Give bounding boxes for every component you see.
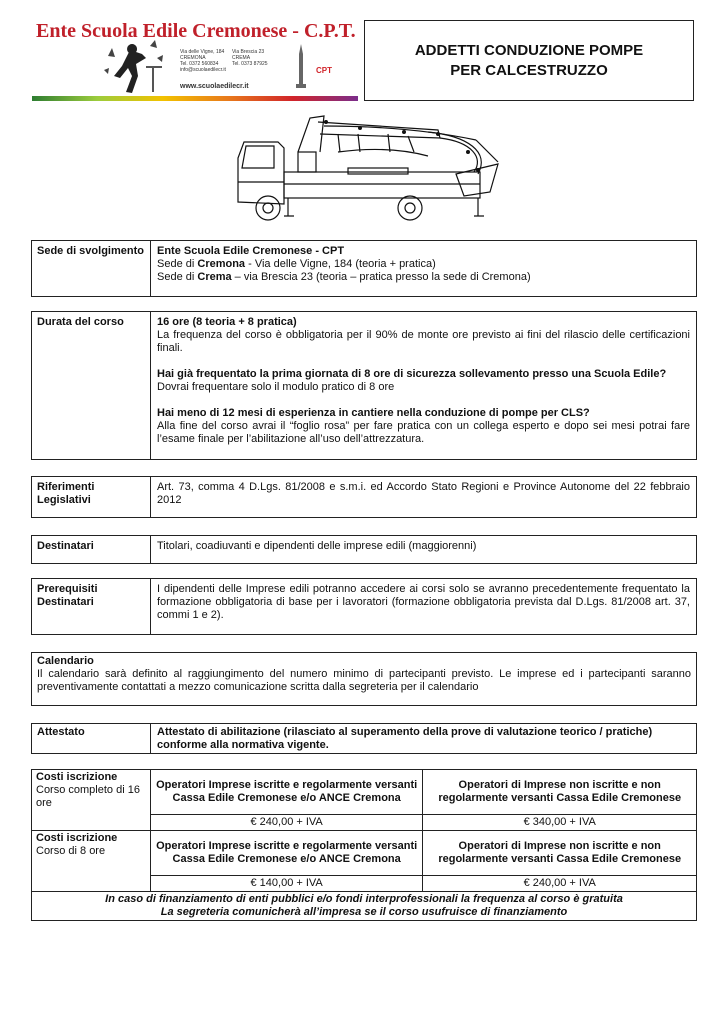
costs-col1-header: Operatori Imprese iscritte e regolarmente versanti Cassa Edile Cremonese e/o ANCE Cremona xyxy=(150,831,423,876)
riferimenti-label: Riferimenti Legislativi xyxy=(32,477,151,517)
school-logo xyxy=(32,18,358,102)
concrete-pump-truck-icon xyxy=(228,112,508,228)
costs-col1-price: € 240,00 + IVA xyxy=(150,815,423,831)
logo-address-crema: Via Brescia 23 CREMA Tel. 0373 87925 xyxy=(232,49,268,67)
prerequisiti-section xyxy=(31,578,697,635)
costs-note xyxy=(32,892,697,921)
costs-sublabel: Corso di 8 ore xyxy=(36,845,106,857)
cpt-badge-label: CPT xyxy=(316,66,332,75)
sede-detail-cremona: - Via delle Vigne, 184 (teoria + pratica) xyxy=(245,258,436,270)
costs-col2-price: € 340,00 + IVA xyxy=(423,815,697,831)
calendario-section xyxy=(31,652,697,706)
costs-note-2: La segreteria comunicherà all’impresa se il corso usufruisce di finanziamento xyxy=(160,906,568,918)
durata-question-2: Hai meno di 12 mesi di esperienza in cantiere nella conduzione di pompe per CLS? xyxy=(157,407,590,419)
costs-col1-price: € 140,00 + IVA xyxy=(150,876,423,892)
attestato-label: Attestato xyxy=(32,724,151,753)
riferimenti-section xyxy=(31,476,697,518)
riferimenti-text: Art. 73, comma 4 D.Lgs. 81/2008 e s.m.i. ed Accordo Stato Regioni e Province Autonome del 22 febbraio 2012 xyxy=(157,481,690,506)
sede-prefix: Sede di xyxy=(157,258,198,270)
durata-hours: 16 ore (8 teoria + 8 pratica) xyxy=(157,316,297,328)
destinatari-label: Destinatari xyxy=(32,536,151,563)
durata-question-1: Hai già frequentato la prima giornata di 8 ore di sicurezza sollevamento presso una Scuola Edile? xyxy=(157,368,667,380)
destinatari-section xyxy=(31,535,697,564)
calendario-label: Calendario xyxy=(37,655,94,667)
course-title-box xyxy=(364,20,694,101)
durata-answer-1: Dovrai frequentare solo il modulo pratico di 8 ore xyxy=(157,381,395,393)
costs-row-8h-header xyxy=(32,831,697,876)
costs-col2-header: Operatori di Imprese non iscritte e non regolarmente versanti Cassa Edile Cremonese xyxy=(423,770,697,815)
costs-table xyxy=(31,769,697,921)
prerequisiti-label: Prerequisiti Destinatari xyxy=(32,579,151,634)
durata-answer-2: Alla fine del corso avrai il “foglio rosa” per fare pratica con un collega esperto e dopo sei mesi potrai fare l’esame finale per l’abilitazione all’uso dell’attrezzatura. xyxy=(157,420,690,445)
sede-detail-crema: – via Brescia 23 (teoria – pratica presso la sede di Cremona) xyxy=(231,271,531,283)
sede-city-crema: Crema xyxy=(197,271,232,283)
attestato-text: Attestato di abilitazione (rilasciato al superamento della prove di valutazione teorico / pratiche) conforme alla normativa vigente. xyxy=(157,726,653,751)
costs-col2-header: Operatori di Imprese non iscritte e non regolarmente versanti Cassa Edile Cremonese xyxy=(423,831,697,876)
sede-name: Ente Scuola Edile Cremonese - CPT xyxy=(157,245,345,257)
durata-frequency: La frequenza del corso è obbligatoria per il 90% de monte ore previsto ai fini del rilascio delle certificazioni finali. xyxy=(157,329,690,354)
sede-section xyxy=(31,240,697,297)
costs-col2-price: € 240,00 + IVA xyxy=(423,876,697,892)
durata-label: Durata del corso xyxy=(32,312,151,459)
sede-label: Sede di svolgimento xyxy=(32,241,151,296)
worker-silhouette-icon xyxy=(102,36,172,96)
durata-value xyxy=(151,312,696,459)
logo-title: Ente Scuola Edile Cremonese - C.P.T. xyxy=(36,20,356,42)
costs-label-cell xyxy=(32,770,151,831)
calendario-text: Il calendario sarà definito al raggiungimento del numero minimo di partecipanti previsto. Le imprese ed i partecipanti saranno preventivamente contattati a mezzo comunicazione scritta dalla segreteria per il calendario xyxy=(37,668,691,693)
attestato-section xyxy=(31,723,697,754)
costs-col1-header: Operatori Imprese iscritte e regolarmente versanti Cassa Edile Cremonese e/o ANCE Cremona xyxy=(150,770,423,815)
costs-label: Costi iscrizione xyxy=(36,832,118,844)
costs-note-1: In caso di finanziamento di enti pubblici e/o fondi interprofessionali la frequenza al corso è gratuita xyxy=(105,893,623,905)
sede-city-cremona: Cremona xyxy=(197,258,246,270)
costs-label-cell xyxy=(32,831,151,892)
sede-prefix: Sede di xyxy=(157,271,198,283)
sede-line-crema xyxy=(157,271,690,284)
tower-icon xyxy=(294,44,308,88)
sede-line-cremona xyxy=(157,258,690,271)
logo-website: www.scuolaedilecr.it xyxy=(180,83,249,90)
durata-section xyxy=(31,311,697,460)
logo-address-cremona: Via delle Vigne, 184 CREMONA Tel. 0372 560834 info@scuolaedilecr.it xyxy=(180,49,226,73)
costs-sublabel: Corso completo di 16 ore xyxy=(36,784,140,809)
costs-label: Costi iscrizione xyxy=(36,771,118,783)
costs-row-16h-header xyxy=(32,770,697,815)
course-title: ADDETTI CONDUZIONE POMPE PER CALCESTRUZZO xyxy=(414,41,644,79)
sede-value xyxy=(151,241,696,296)
destinatari-text: Titolari, coadiuvanti e dipendenti delle imprese edili (maggiorenni) xyxy=(157,540,477,552)
prerequisiti-text: I dipendenti delle Imprese edili potranno accedere ai corsi solo se avranno precedentemente frequentato la formazione obbligatoria di base per i lavoratori (formazione obbligatoria prevista dal D.Lgs. 81/2008 art. 37, commi 1 e 2). xyxy=(157,583,690,621)
logo-color-stripe xyxy=(32,96,358,101)
costs-note-row xyxy=(32,892,697,921)
